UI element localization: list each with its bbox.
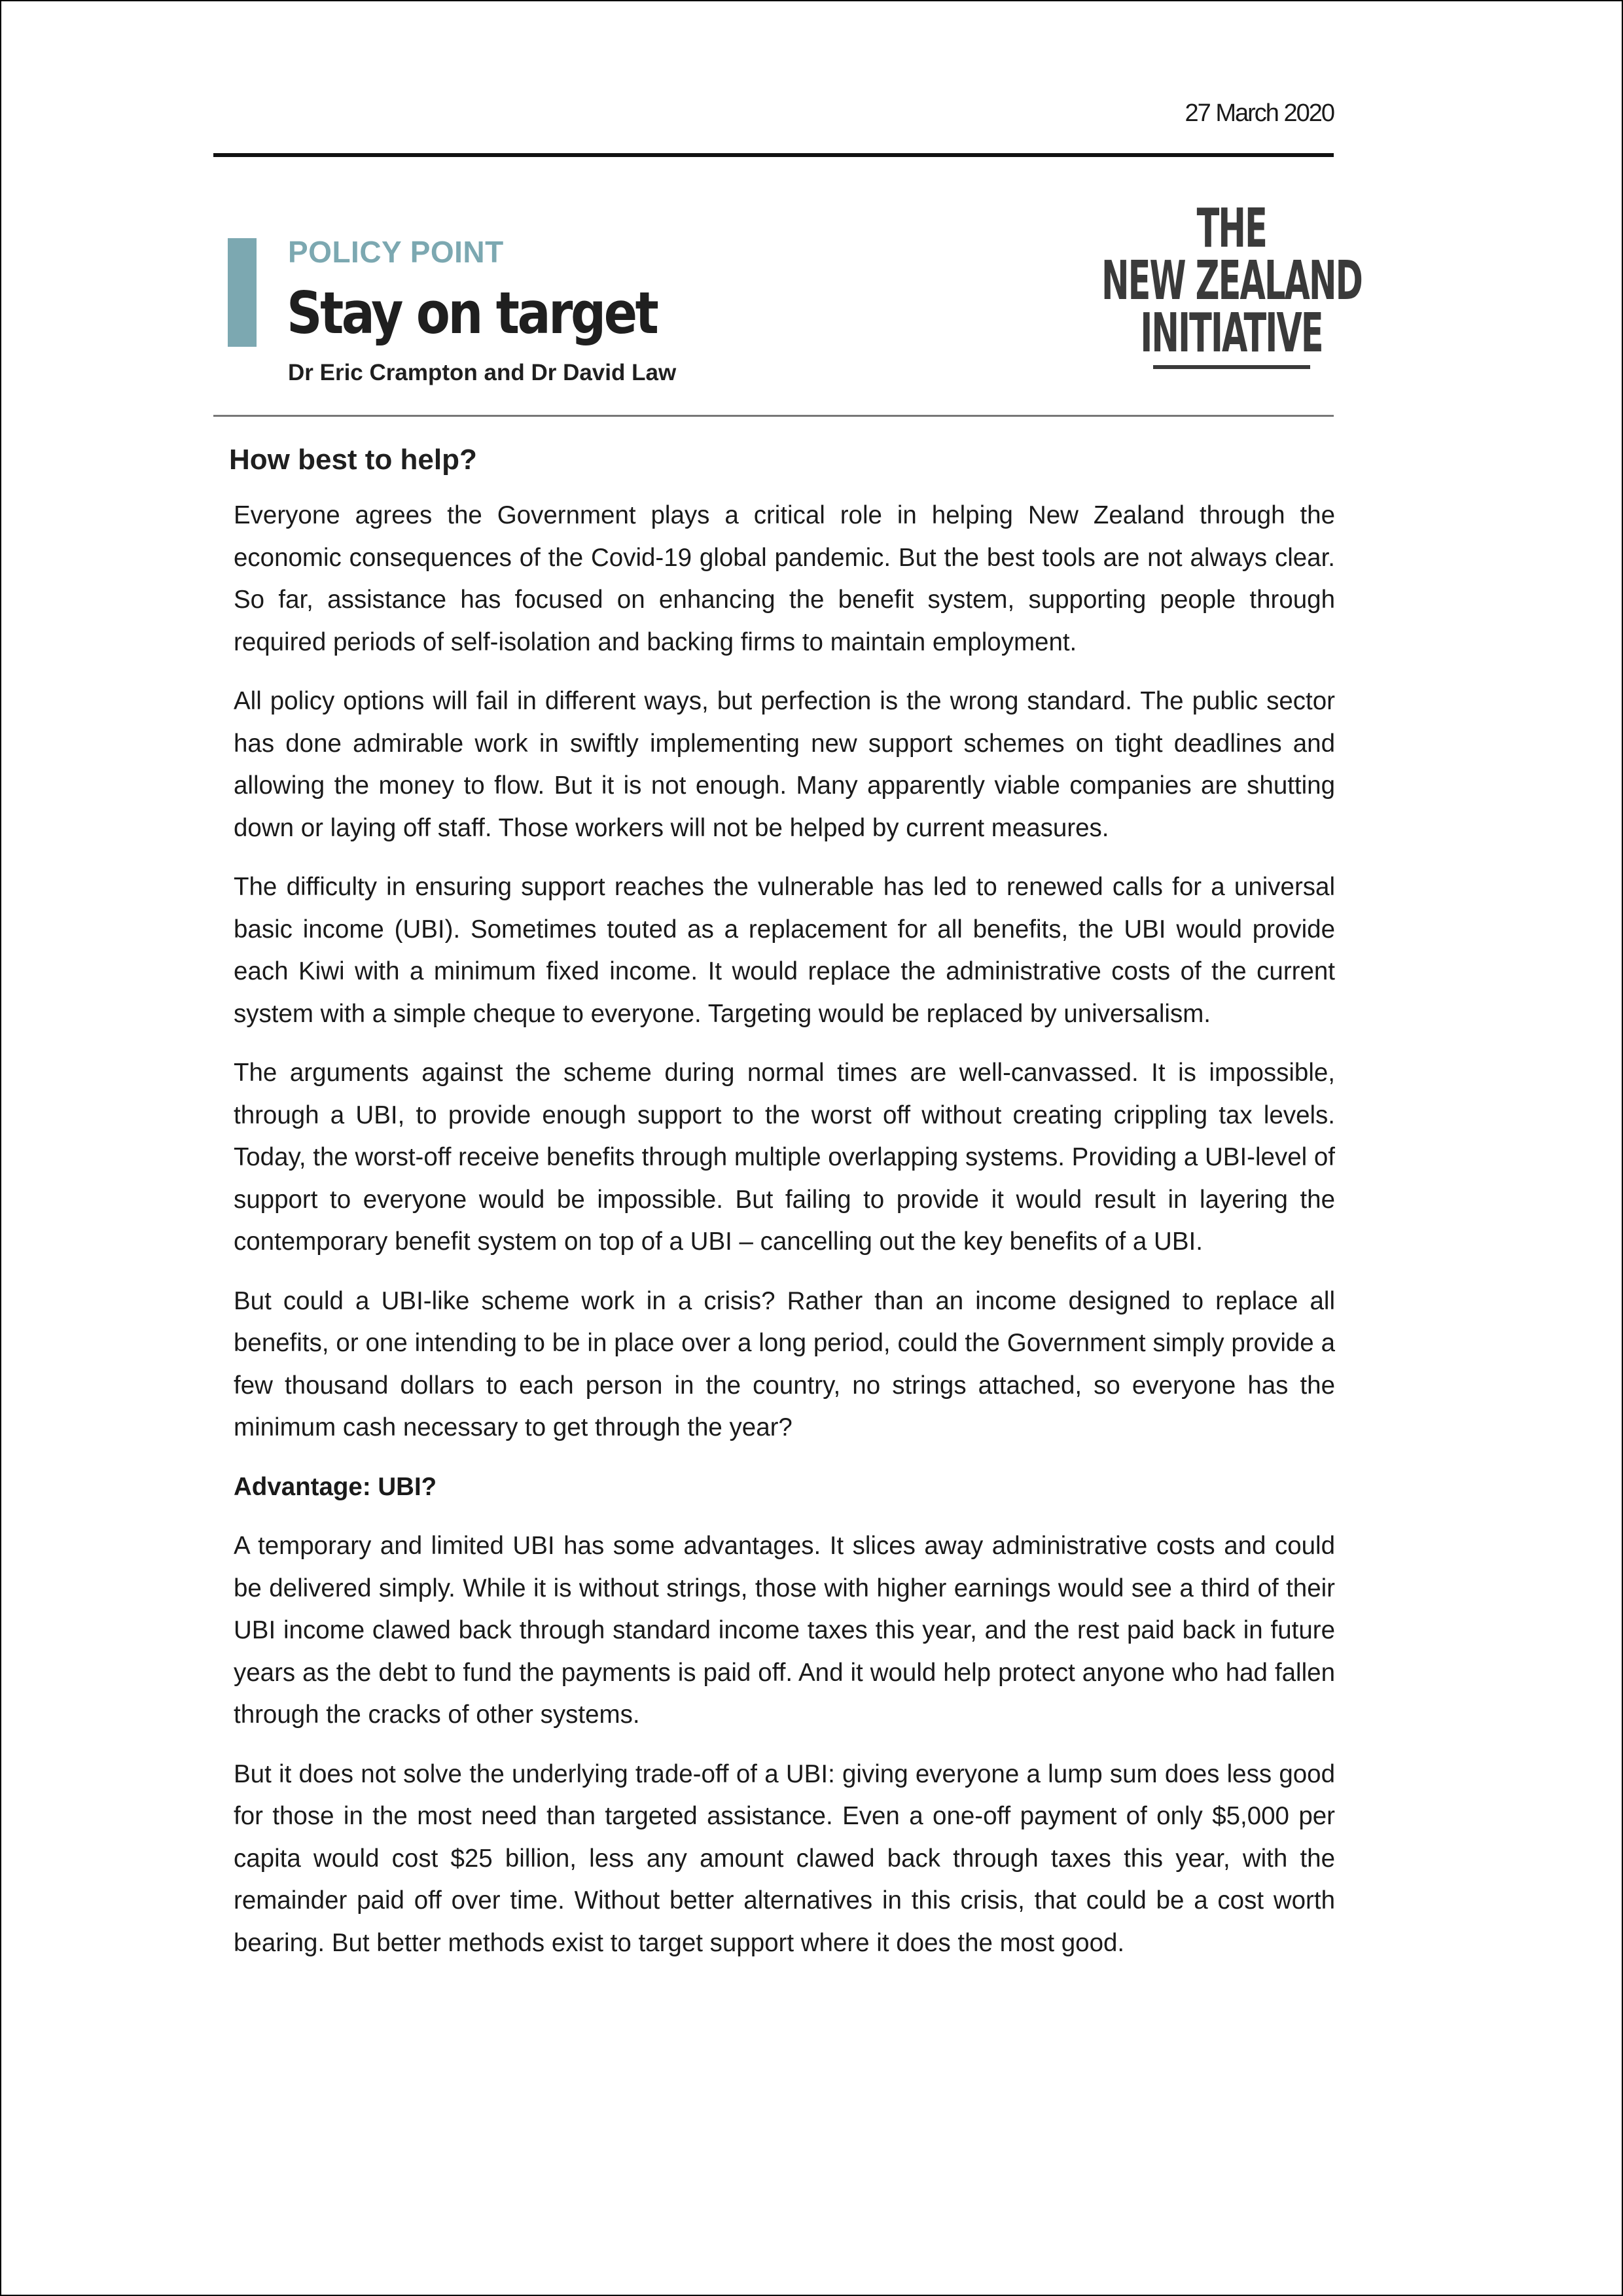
article-body xyxy=(234,495,1335,1981)
accent-bar xyxy=(228,238,257,347)
publication-date: 27 March 2020 xyxy=(1185,99,1334,127)
paragraph: A temporary and limited UBI has some advantages. It slices away administrative costs and could be delivered simply. While it is without strings, those with higher earnings would see a third of their UBI income clawed back through standard income taxes this year, and the rest paid back in future years as the debt to fund the payments is paid off. And it would help protect anyone who had fallen through the cracks of other systems. xyxy=(234,1532,1335,1729)
logo-underline xyxy=(1153,365,1310,369)
paragraph: The arguments against the scheme during normal times are well-canvassed. It is impossible, through a UBI, to provide enough support to the worst off without creating crippling tax levels. Today, the worst-off receive benefits through multiple overlapping systems. Providing a UBI-level of support to everyone would be impossible. But failing to provide it would result in layering the contemporary benefit system on top of a UBI – cancelling out the key benefits of a UBI. xyxy=(234,1059,1335,1256)
logo-line-1: THE xyxy=(1196,198,1267,260)
logo-line-3: INITIATIVE xyxy=(1140,302,1323,364)
authors-line: Dr Eric Crampton and Dr David Law xyxy=(288,360,677,385)
header-divider xyxy=(213,415,1334,417)
paragraph: The difficulty in ensuring support reaches the vulnerable has led to renewed calls for a universal basic income (UBI). Sometimes touted as a replacement for all benefits, the UBI would provide each Kiwi with a minimum fixed income. It would replace the administrative costs of the current system with a simple cheque to everyone. Targeting would be replaced by universalism. xyxy=(234,873,1335,1028)
subsection-heading: Advantage: UBI? xyxy=(234,1472,437,1501)
section-heading: How best to help? xyxy=(229,444,477,476)
nz-initiative-logo xyxy=(1101,198,1363,376)
paragraph: All policy options will fail in different ways, but perfection is the wrong standard. The public sector has done admirable work in swiftly implementing new support schemes on tight deadlines and allowing the money to flow. But it is not enough. Many apparently viable companies are shutting down or laying off staff. Those workers will not be helped by current measures. xyxy=(234,687,1335,842)
kicker-label: POLICY POINT xyxy=(288,235,504,269)
document-title: Stay on target xyxy=(287,279,657,347)
top-rule xyxy=(213,153,1334,157)
logo-line-2: NEW ZEALAND xyxy=(1101,250,1363,312)
paragraph: But it does not solve the underlying trade-off of a UBI: giving everyone a lump sum does less good for those in the most need than targeted assistance. Even a one-off payment of only $5,000 per capita would cost $25 billion, less any amount clawed back through taxes this year, with the remainder paid off over time. Without better alternatives in this crisis, that could be a cost worth bearing. But better methods exist to target support where it does the most good. xyxy=(234,1759,1335,1957)
paragraph: Everyone agrees the Government plays a critical role in helping New Zealand through the economic consequences of the Covid-19 global pandemic. But the best tools are not always clear. So far, assistance has focused on enhancing the benefit system, supporting people through required periods of self-isolation and backing firms to maintain employment. xyxy=(234,501,1335,656)
paragraph: But could a UBI-like scheme work in a crisis? Rather than an income designed to replace all benefits, or one intending to be in place over a long period, could the Government simply provide a few thousand dollars to each person in the country, no strings attached, so everyone has the minimum cash necessary to get through the year? xyxy=(234,1286,1335,1441)
